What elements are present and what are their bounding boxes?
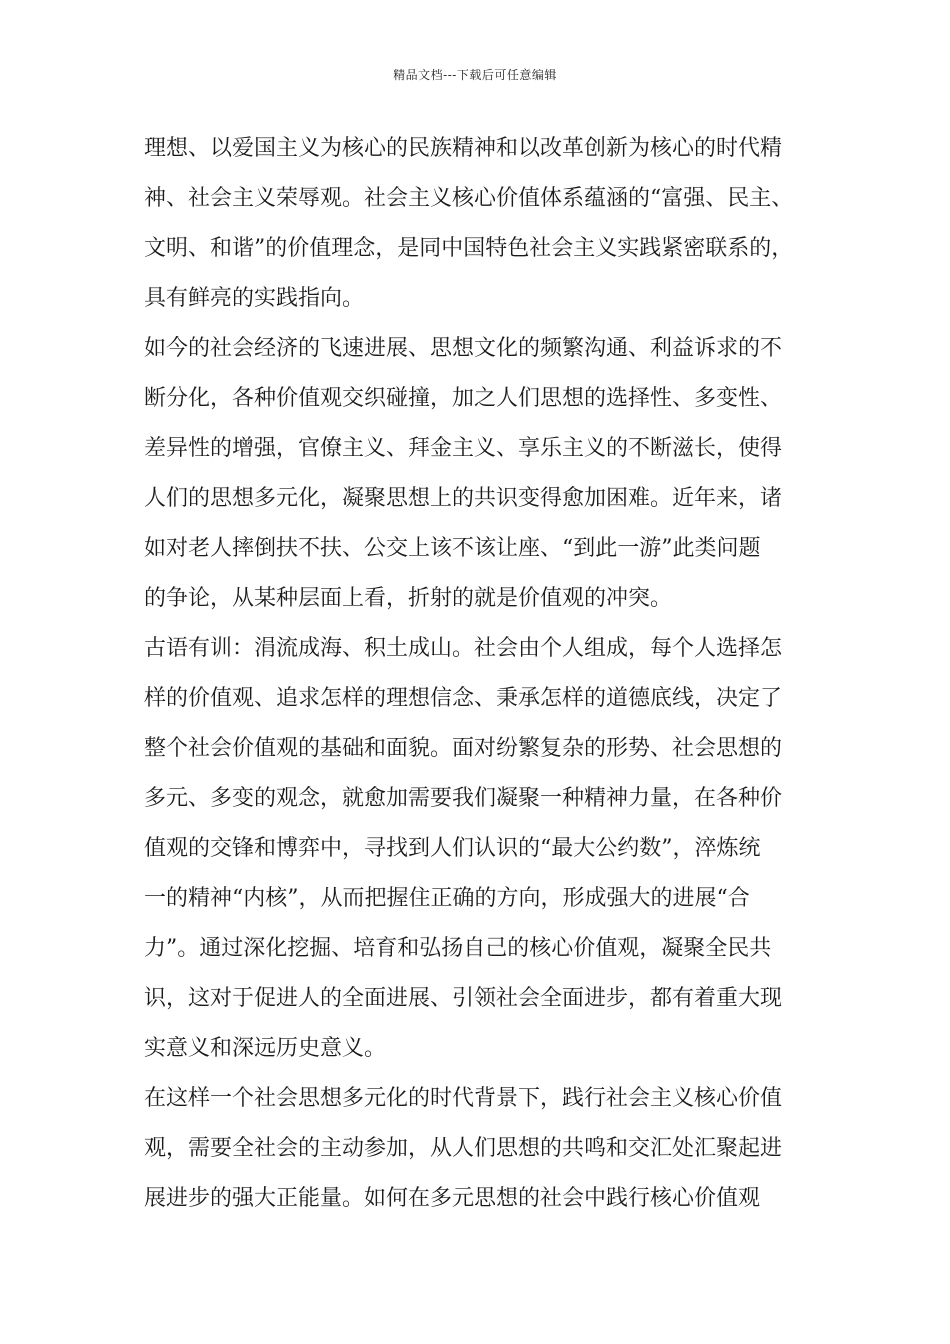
text-line: 理想、以爱国主义为核心的民族精神和以改革创新为核心的时代精 [144, 136, 783, 161]
paragraph-3 [144, 624, 814, 1074]
text-line: 古语有训：涓流成海、积土成山。社会由个人组成，每个人选择怎 [144, 636, 783, 661]
text-line: 如今的社会经济的飞速进展、思想文化的频繁沟通、利益诉求的不 [144, 336, 783, 361]
text-line: 实意义和深远历史意义。 [144, 1036, 387, 1061]
text-line: 在这样一个社会思想多元化的时代背景下，践行社会主义核心价值 [144, 1086, 783, 1111]
text-line: 神、社会主义荣辱观。社会主义核心价值体系蕴涵的“富强、民主、 [144, 186, 794, 211]
text-line: 识，这对于促进人的全面进展、引领社会全面进步，都有着重大现 [144, 986, 783, 1011]
document-body [144, 124, 814, 1224]
text-line: 如对老人摔倒扶不扶、公交上该不该让座、“到此一游”此类问题 [144, 536, 761, 561]
text-line: 文明、和谐”的价值理念，是同中国特色社会主义实践紧密联系的， [144, 236, 794, 261]
text-line: 人们的思想多元化，凝聚思想上的共识变得愈加困难。近年来，诸 [144, 486, 783, 511]
text-line: 值观的交锋和博弈中，寻找到人们认识的“最大公约数”，淬炼统 [144, 836, 761, 861]
text-line: 断分化，各种价值观交织碰撞，加之人们思想的选择性、多变性、 [144, 386, 783, 411]
text-line: 具有鲜亮的实践指向。 [144, 286, 365, 311]
paragraph-2 [144, 324, 814, 624]
text-line: 一的精神“内核”，从而把握住正确的方向，形成强大的进展“合 [144, 886, 750, 911]
text-line: 差异性的增强，官僚主义、拜金主义、享乐主义的不断滋长，使得 [144, 436, 783, 461]
text-line: 样的价值观、追求怎样的理想信念、秉承怎样的道德底线，决定了 [144, 686, 783, 711]
text-line: 观，需要全社会的主动参加，从人们思想的共鸣和交汇处汇聚起进 [144, 1136, 783, 1161]
text-line: 的争论，从某种层面上看，折射的就是价值观的冲突。 [144, 586, 673, 611]
text-line: 展进步的强大正能量。如何在多元思想的社会中践行核心价值观 [144, 1186, 761, 1211]
text-line: 整个社会价值观的基础和面貌。面对纷繁复杂的形势、社会思想的 [144, 736, 783, 761]
text-line: 多元、多变的观念，就愈加需要我们凝聚一种精神力量，在各种价 [144, 786, 783, 811]
paragraph-1 [144, 124, 814, 324]
text-line: 力”。通过深化挖掘、培育和弘扬自己的核心价值观，凝聚全民共 [144, 936, 772, 961]
paragraph-4 [144, 1074, 814, 1224]
page-header: 精品文档---下载后可任意编辑 [393, 68, 557, 82]
